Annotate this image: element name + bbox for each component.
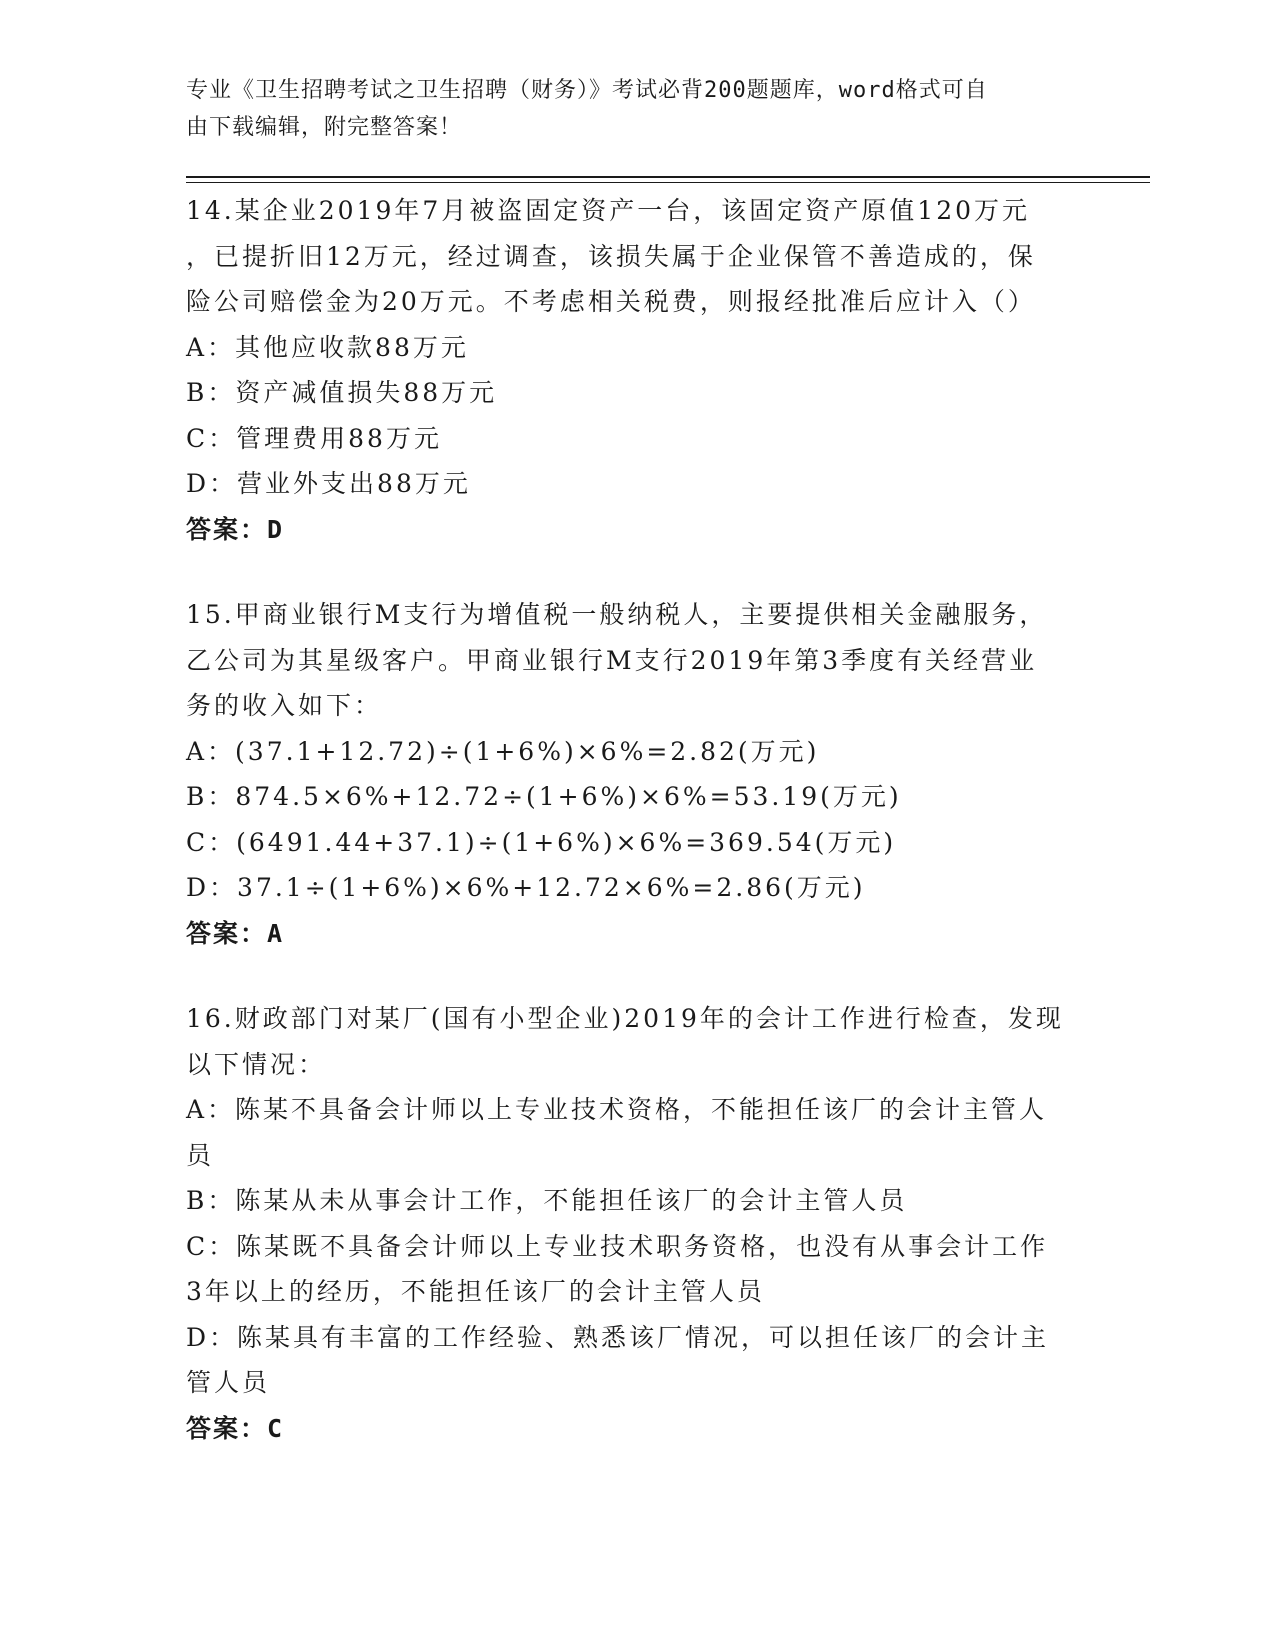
answer-option-line: B：陈某从未从事会计工作，不能担任该厂的会计主管人员 [186,1186,908,1215]
question-block [186,996,1086,1451]
question-block [186,188,1086,552]
answer-option-line: C：管理费用88万元 [186,423,442,453]
question-stem-line: ，已提折旧12万元，经过调查，该损失属于企业保管不善造成的，保 [186,241,1036,271]
answer-key: 答案：C [186,1413,285,1443]
header-line-1: 专业《卫生招聘考试之卫生招聘（财务）》考试必背200题题库，word格式可自 [186,78,988,103]
answer-key: 答案：A [186,918,285,948]
question-stem-line: 15.甲商业银行M支行为增值税一般纳税人，主要提供相关金融服务， [186,600,1048,629]
header-divider-thin [186,182,1150,183]
answer-option-line: 3年以上的经历，不能担任该厂的会计主管人员 [186,1277,765,1306]
question-stem-line: 务的收入如下： [186,691,383,720]
answer-key: 答案：D [186,514,285,544]
answer-option-line: 员 [186,1140,215,1170]
question-stem-line: 险公司赔偿金为20万元。不考虑相关税费，则报经批准后应计入（） [186,287,1036,316]
answer-option-line: 管人员 [186,1368,271,1397]
answer-option-line: D：营业外支出88万元 [186,469,471,498]
answer-option-line: C：(6491.44+37.1)÷(1+6%)×6%=369.54(万元) [186,827,897,857]
header-divider-thick [186,176,1150,178]
question-block [186,592,1086,956]
question-stem-line: 乙公司为其星级客户。甲商业银行M支行2019年第3季度有关经营业 [186,645,1038,675]
answer-option-line: A：(37.1+12.72)÷(1+6%)×6%=2.82(万元) [186,736,820,766]
answer-option-line: D：37.1÷(1+6%)×6%+12.72×6%=2.86(万元) [186,873,866,902]
answer-option-line: D：陈某具有丰富的工作经验、熟悉该厂情况，可以担任该厂的会计主 [186,1322,1050,1352]
answer-option-line: B：874.5×6%+12.72÷(1+6%)×6%=53.19(万元) [186,782,902,811]
answer-option-line: A：陈某不具备会计师以上专业技术资格，不能担任该厂的会计主管人 [186,1095,1048,1124]
question-stem-line: 14.某企业2019年7月被盗固定资产一台，该固定资产原值120万元 [186,196,1031,225]
document-header [186,72,1066,146]
question-stem-line: 16.财政部门对某厂(国有小型企业)2019年的会计工作进行检查，发现 [186,1004,1064,1033]
answer-option-line: B：资产减值损失88万元 [186,378,498,407]
header-line-2: 由下载编辑，附完整答案！ [186,115,463,140]
question-stem-line: 以下情况： [186,1049,327,1079]
answer-option-line: A：其他应收款88万元 [186,332,469,362]
answer-option-line: C：陈某既不具备会计师以上专业技术职务资格，也没有从事会计工作 [186,1231,1049,1261]
question-list [186,188,1086,1491]
